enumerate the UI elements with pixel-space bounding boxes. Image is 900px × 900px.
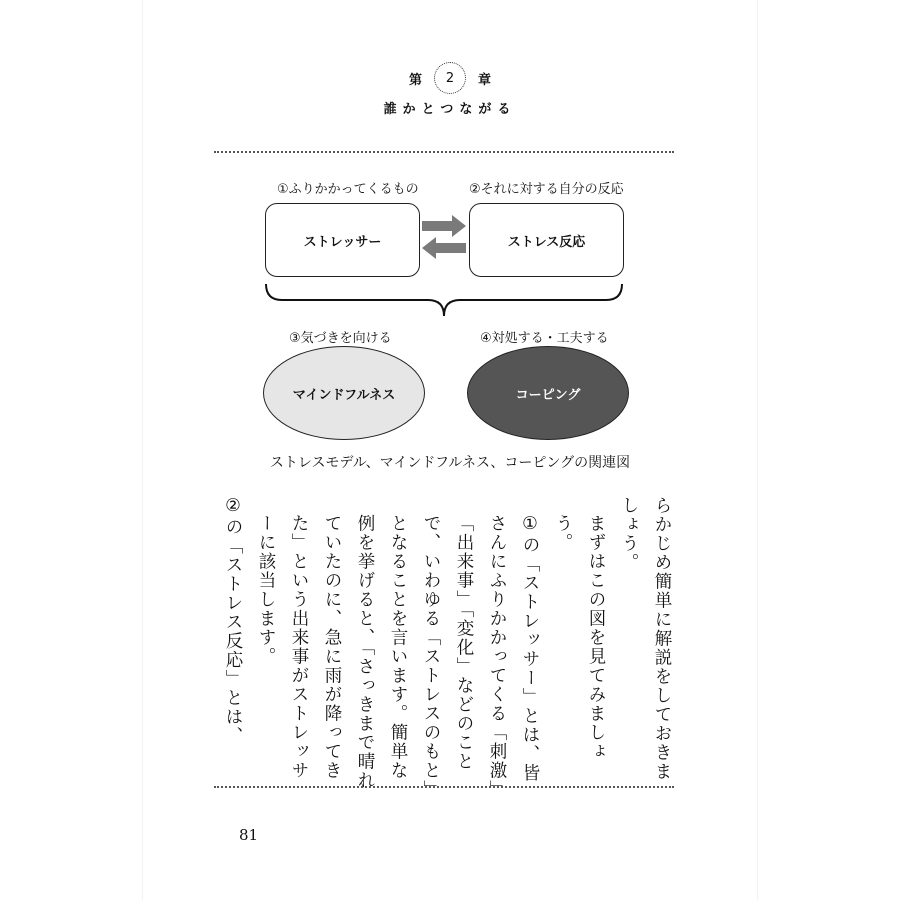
arrow-right-icon bbox=[422, 215, 466, 237]
mindfulness-ellipse: マインドフルネス bbox=[263, 346, 425, 440]
label-own-reaction: ②それに対する自分の反応 bbox=[469, 182, 624, 197]
paragraph-2: まずはこの図を見てみましょう。 bbox=[553, 513, 606, 761]
paragraph-4: ②の「ストレス反応」とは、 bbox=[223, 496, 243, 746]
diagram-caption: ストレスモデル、マインドフルネス、コーピングの関連図 bbox=[269, 455, 631, 471]
curly-brace bbox=[262, 280, 626, 320]
bidirectional-arrows bbox=[418, 205, 470, 265]
page-number: 81 bbox=[239, 826, 259, 844]
label-stressor-source: ①ふりかかってくるもの bbox=[277, 182, 419, 197]
label-coping-action: ④対処する・工夫する bbox=[480, 331, 609, 346]
top-dotted-divider bbox=[214, 151, 674, 153]
arrow-left-icon bbox=[422, 237, 466, 259]
stressor-box: ストレッサー bbox=[265, 203, 420, 277]
chapter-prefix: 第 bbox=[408, 72, 422, 88]
stress-reaction-box: ストレス反応 bbox=[469, 203, 624, 277]
chapter-subtitle: 誰かとつながる bbox=[383, 102, 517, 117]
paragraph-3: ①の「ストレッサー」とは、皆さんにふりかかってくる「刺激」「出来事」「変化」などのことで、いわゆる「ストレスのもと」となることを言います。簡単な例を挙げると、「さっきまで晴れていたのに、急に雨が降ってきた」という出来事がストレッサーに該当します。 bbox=[256, 513, 540, 790]
coping-ellipse: コーピング bbox=[467, 346, 629, 440]
paragraph-1: らかじめ簡単に解説をしておきましょう。 bbox=[619, 496, 672, 781]
chapter-number-badge: 2 bbox=[434, 62, 466, 94]
bottom-dotted-divider bbox=[214, 786, 674, 788]
chapter-suffix: 章 bbox=[478, 72, 492, 88]
body-text bbox=[216, 496, 678, 796]
chapter-heading bbox=[0, 62, 900, 94]
label-awareness: ③気づきを向ける bbox=[289, 331, 392, 346]
